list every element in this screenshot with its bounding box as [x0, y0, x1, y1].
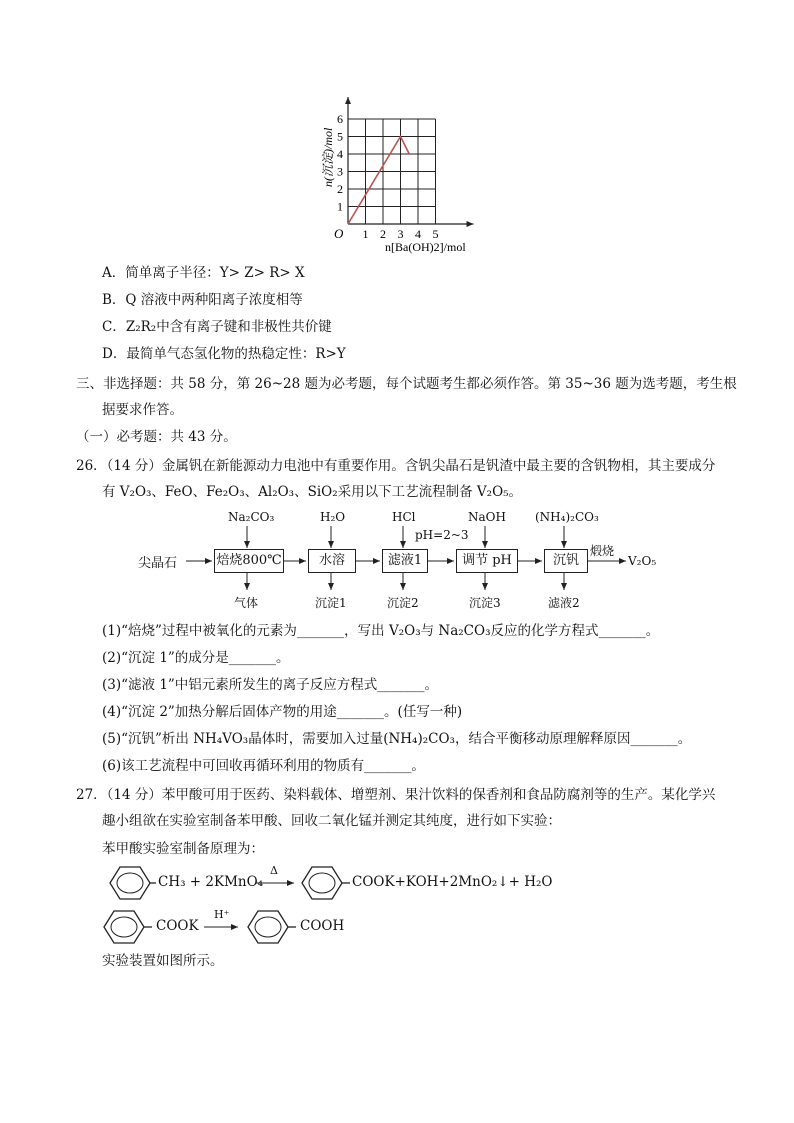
option-d: D．最简单气态氢化物的热稳定性：R>Y: [102, 346, 346, 362]
output-precipitate1: 沉淀1: [315, 596, 347, 610]
x-axis-label: n[Ba(OH)2]/mol: [385, 240, 466, 254]
eq2-left: COOK: [156, 918, 199, 934]
y-tick-label: 2: [337, 182, 343, 196]
y-axis-arrow: [345, 97, 351, 104]
flow-start: 尖晶石: [138, 556, 178, 571]
x-axis-arrow: [467, 221, 474, 227]
chart-grid: [348, 119, 436, 224]
output-precipitate2: 沉淀2: [387, 596, 419, 610]
ph-condition: pH=2~3: [415, 528, 469, 542]
option-a: A．简单离子半径：Y> Z> R> X: [102, 265, 305, 281]
eq1-left: CH₃ + 2KMnO₄: [158, 874, 264, 890]
output-gas: 气体: [234, 596, 259, 610]
q26-sub3: (3)“滤液 1”中铝元素所发生的离子反应方程式_______。: [102, 677, 439, 693]
precipitate-chart: [310, 92, 490, 262]
x-tick-label: 2: [380, 227, 386, 241]
q26-stem: 26．（14 分）金属钒在新能源动力电池中有重要作用。含钒尖晶石是钒渣中最主要的含钒物相，其主要成分: [76, 458, 716, 474]
reagent-hcl: HCl: [392, 510, 416, 524]
benzene-ring-icon: [110, 867, 156, 899]
option-c: C．Z₂R₂中含有离子键和非极性共价键: [102, 319, 332, 335]
x-tick-label: 1: [362, 227, 369, 241]
required-section-heading: （一）必考题：共 43 分。: [76, 429, 237, 445]
q26-sub6: (6)该工艺流程中可回收再循环利用的物质有_______。: [102, 758, 425, 774]
q26-sub4: (4)“沉淀 2”加热分解后固体产物的用途_______。(任写一种): [102, 704, 463, 720]
reagent-na2co3: Na₂CO₃: [228, 510, 275, 524]
x-tick-label: 3: [397, 227, 404, 241]
y-axis-label: n(沉淀)/mol: [321, 127, 335, 187]
y-tick-label: 4: [337, 147, 343, 161]
q27-stem-cont: 趣小组欲在实验室制备苯甲酸、回收二氧化锰并测定其纯度，进行如下实验：: [102, 813, 561, 829]
eq2-right: COOH: [300, 918, 345, 934]
reagent-nh4-2co3: (NH₄)₂CO₃: [535, 510, 599, 524]
benzene-ring-icon: [104, 911, 152, 943]
q27-principle: 苯甲酸实验室制备原理为：: [102, 841, 264, 857]
q26-sub1: (1)“焙烧”过程中被氧化的元素为_______，写出 V₂O₃与 Na₂CO₃反应的化学方程式_______。: [102, 623, 660, 639]
q27-apparatus: 实验装置如图所示。: [102, 953, 224, 969]
x-tick-label: 4: [415, 227, 421, 241]
flow-step-precipitate-v: 沉钒: [544, 549, 588, 573]
flow-step-filtrate1: 滤液1: [382, 549, 428, 573]
process-flow-diagram: [130, 508, 670, 614]
reaction-equation-1: [100, 864, 570, 904]
benzene-ring-icon: [248, 911, 296, 943]
eq1-right: COOK+KOH+2MnO₂↓+ H₂O: [352, 874, 553, 890]
section3-heading: 三、非选择题：共 58 分，第 26~28 题为必考题，每个试题考生都必须作答。第 35~36 题为选考题，考生根: [76, 376, 737, 392]
y-tick-label: 1: [337, 199, 343, 214]
calcine-label: 煅烧: [590, 544, 615, 558]
flow-step-roast: 焙烧800℃: [214, 549, 284, 573]
q26-sub2: (2)“沉淀 1”的成分是_______。: [102, 650, 290, 666]
origin-label: O: [334, 226, 344, 241]
output-filtrate2: 滤液2: [548, 596, 580, 610]
section3-heading-cont: 据要求作答。: [102, 402, 183, 418]
benzene-ring-icon: [302, 867, 350, 899]
reagent-h2o: H₂O: [320, 510, 346, 524]
q27-stem: 27．（14 分）苯甲酸可用于医药、染料载体、增塑剂、果汁饮料的保香剂和食品防腐剂等的生产。某化学兴: [76, 787, 716, 803]
flow-step-dissolve: 水溶: [308, 549, 356, 573]
eq1-condition: Δ: [270, 864, 278, 877]
q26-stem-cont: 有 V₂O₃、FeO、Fe₂O₃、Al₂O₃、SiO₂采用以下工艺流程制备 V₂O₅。: [102, 484, 523, 500]
chart-axes: [345, 97, 474, 227]
option-b: B．Q 溶液中两种阳离子浓度相等: [102, 292, 303, 308]
product-v2o5: V₂O₅: [628, 554, 657, 568]
y-tick-label: 5: [337, 129, 343, 144]
eq2-condition: H⁺: [214, 908, 230, 921]
output-precipitate3: 沉淀3: [469, 596, 501, 610]
y-tick-label: 6: [337, 112, 343, 126]
reaction-equation-2: [100, 908, 400, 948]
reagent-naoh: NaOH: [468, 510, 506, 524]
y-tick-label: 3: [337, 164, 343, 179]
x-tick-label: 5: [432, 227, 439, 241]
flow-step-adjust-ph: 调节 pH: [456, 549, 518, 573]
q26-sub5: (5)“沉钒”析出 NH₄VO₃晶体时，需要加入过量(NH₄)₂CO₃，结合平衡移动原理解释原因_______。: [102, 731, 692, 747]
